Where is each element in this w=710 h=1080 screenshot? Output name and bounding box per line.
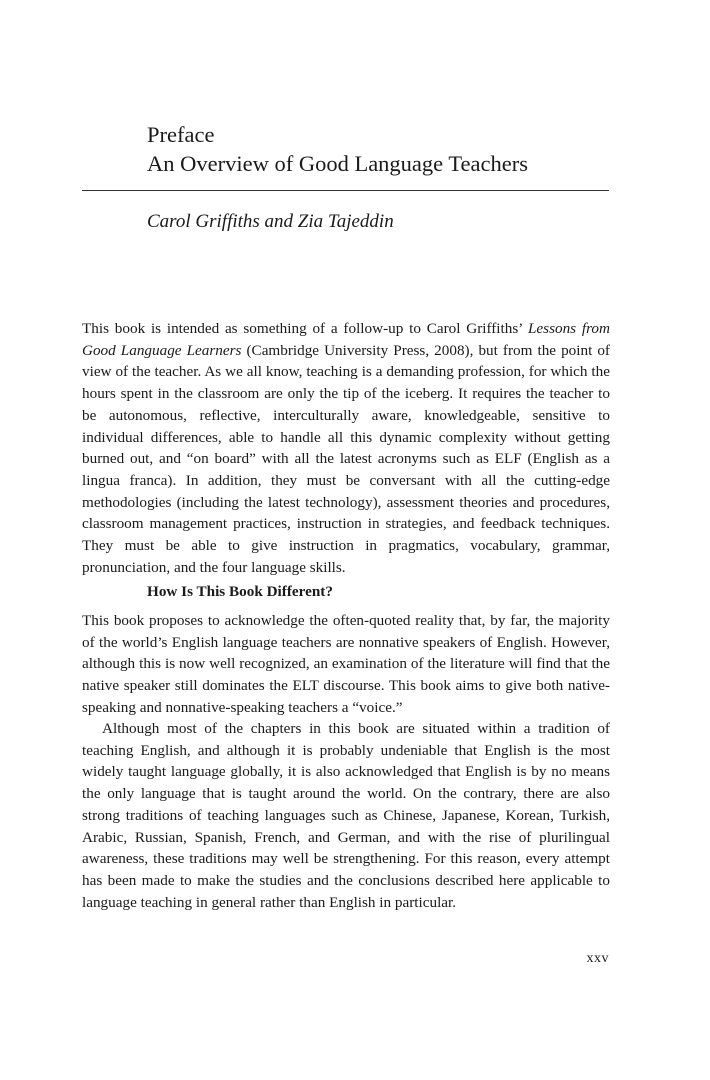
author-names: Carol Griffiths and Zia Tajeddin xyxy=(147,211,394,232)
paragraph-intro-rest: (Cambridge University Press, 2008), but from the point of view of the teacher. As we all know, teaching is a demanding profession, for which the hours spent in the classroom are only the tip of the iceberg. It requires the teacher to be autonomous, reflective, interculturally aware, knowledgeable, sensitive to individual differences, able to handle all this dynamic complexity without getting burned out, and “on board” with all the latest acronyms such as ELF (English as a lingua franca). In addition, they must be conversant with all the cutting-edge methodologies (including the latest technology), assessment theories and procedures, classroom management practices, instruction in strategies, and feedback techniques. They must be able to give instruction in pragmatics, vocabulary, grammar, pronunciation, and the four language skills. xyxy=(82,341,610,576)
section-heading: How Is This Book Different? xyxy=(147,583,333,600)
title-divider xyxy=(82,190,609,191)
cited-book-title: Lessons from Good Language Learners xyxy=(82,320,610,359)
paragraph-intro xyxy=(82,318,610,578)
paragraph-intro-lead: This book is intended as something of a follow-up to Carol Griffiths’ xyxy=(82,320,528,337)
page-number: xxv xyxy=(586,951,609,966)
chapter-subtitle: An Overview of Good Language Teachers xyxy=(147,151,528,176)
paragraph-other-languages: Although most of the chapters in this book are situated within a tradition of teaching English, and although it is probably undeniable that English is the most widely taught language globally, it is also acknowledged that English is by no means the only language that is taught around the world. On the contrary, there are also strong traditions of teaching languages such as Chinese, Japanese, Korean, Turkish, Arabic, Russian, Spanish, French, and German, and with the rise of plurilingual awareness, these traditions may well be strengthening. For this reason, every attempt has been made to make the studies and the conclusions described here applicable to language teaching in general rather than English in particular. xyxy=(82,720,610,911)
preface-label: Preface xyxy=(147,122,215,147)
page-title xyxy=(147,120,617,178)
paragraph-native-speakers: This book proposes to acknowledge the often-quoted reality that, by far, the majority of the world’s English language teachers are nonnative speakers of English. However, although this is now well recognized, an examination of the literature will find that the native speaker still dominates the ELT discourse. This book aims to give both native-speaking and nonnative-speaking teachers a “voice.” xyxy=(82,612,610,716)
